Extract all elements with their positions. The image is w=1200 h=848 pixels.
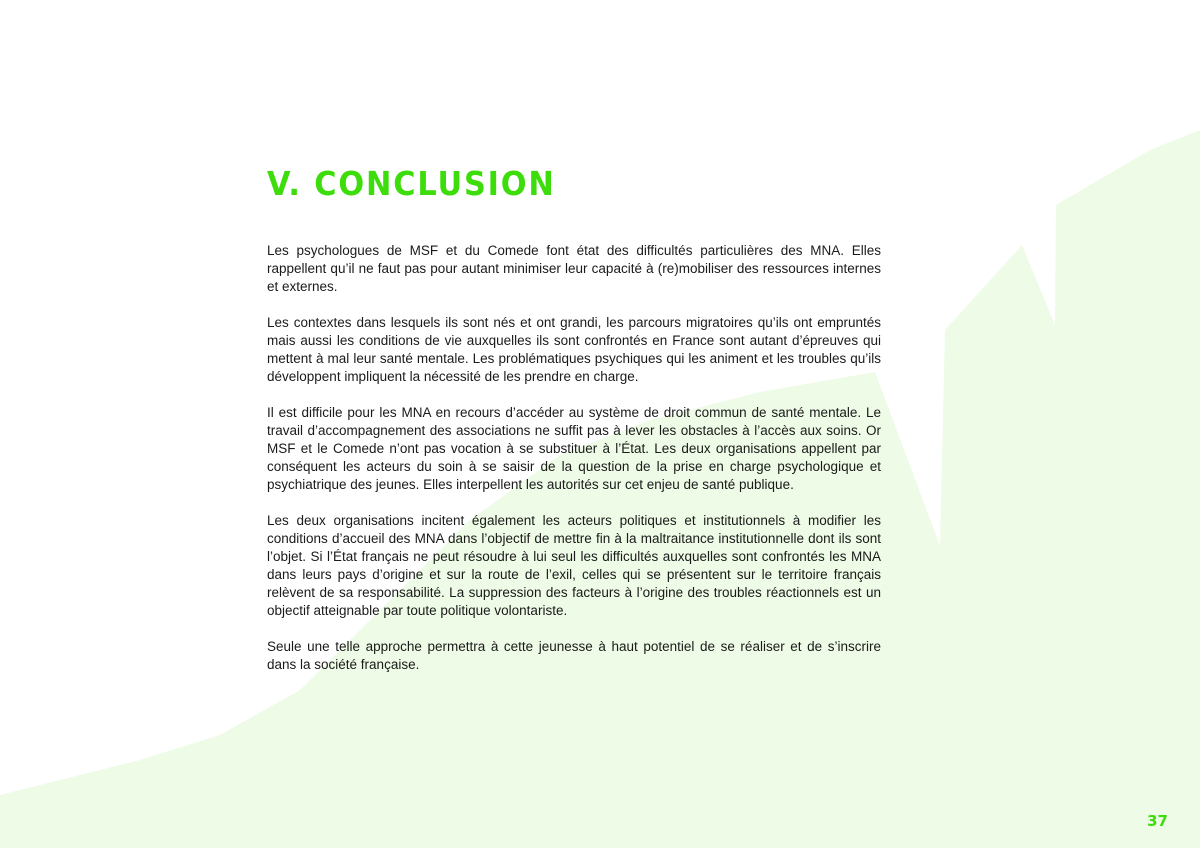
chapter-title: V. CONCLUSION: [267, 164, 556, 203]
paragraph-4: Les deux organisations incitent également les acteurs politiques et institutionnels à modifier les conditions d’accueil des MNA dans l’objectif de mettre fin à la maltraitance institutionnelle dont ils sont l’objet. Si l’État français ne peut résoudre à lui seul les difficultés auxquelles sont confrontés les MNA dans leurs pays d’origine et sur la route de l’exil, celles qui se présentent sur le territoire français relèvent de sa responsabilité. La suppression des facteurs à l’origine des troubles réactionnels est un objectif atteignable par toute politique volontariste.: [267, 513, 881, 619]
body-text: [267, 242, 881, 674]
paragraph-3: Il est difficile pour les MNA en recours d’accéder au système de droit commun de santé mentale. Le travail d’accompagnement des associations ne suffit pas à lever les obstacles à l’accès aux soins. Or MSF et le Comede n’ont pas vocation à se substituer à l’État. Les deux organisations appellent par conséquent les acteurs du soin à se saisir de la question de la prise en charge psychologique et psychiatrique des jeunes. Elles interpellent les autorités sur cet enjeu de santé publique.: [267, 405, 881, 493]
paragraph-1: Les psychologues de MSF et du Comede font état des difficultés particulières des MNA. Elles rappellent qu’il ne faut pas pour autant minimiser leur capacité à (re)mobiliser des ressources internes et externes.: [267, 243, 881, 295]
page-content: [267, 166, 881, 692]
paragraph-5: Seule une telle approche permettra à cette jeunesse à haut potentiel de se réaliser et de s’inscrire dans la société française.: [267, 639, 881, 673]
paragraph-2: Les contextes dans lesquels ils sont nés et ont grandi, les parcours migratoires qu’ils ont empruntés mais aussi les conditions de vie auxquelles ils sont confrontés en France sont autant d’épreuves qui mettent à mal leur santé mentale. Les problématiques psychiques qui les animent et les troubles qu’ils développent impliquent la nécessité de les prendre en charge.: [267, 315, 881, 385]
page-number: 37: [1147, 812, 1168, 830]
